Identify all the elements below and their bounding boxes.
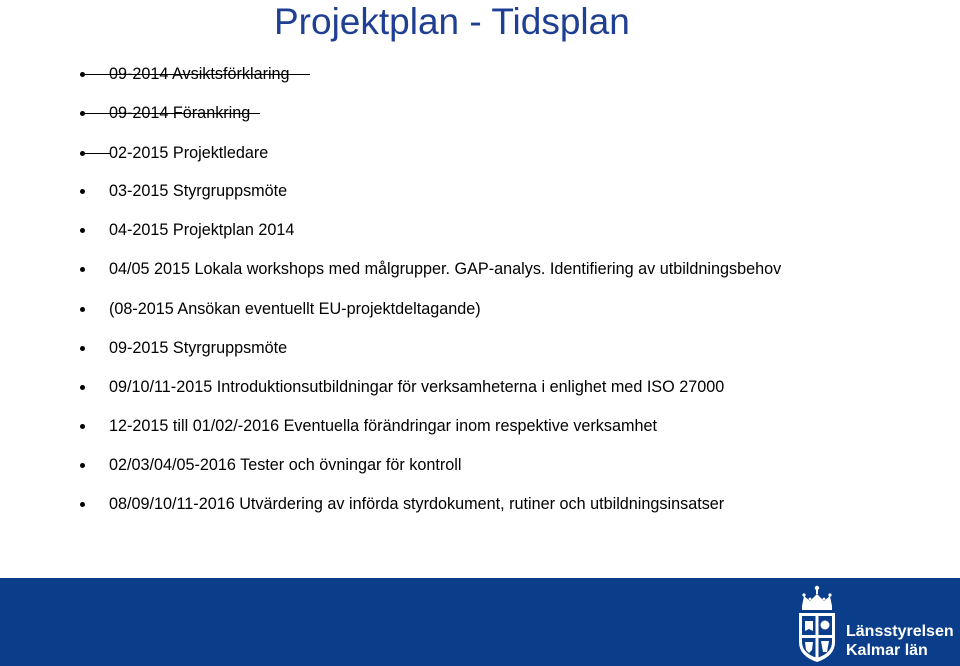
bullet-text: (08-2015 Ansökan eventuellt EU-projektdeltagande) xyxy=(109,300,481,318)
bullet-text: 03-2015 Styrgruppsmöte xyxy=(109,182,288,200)
bullet-text: 04/05 2015 Lokala workshops med målgrupper. GAP-analys. Identifiering av utbildningsbehov xyxy=(109,260,782,278)
logo-line-1: Länsstyrelsen xyxy=(846,623,954,640)
lansstyrelsen-logo xyxy=(794,584,954,664)
bullet-text: 12-2015 till 01/02/-2016 Eventuella förändringar inom respektive verksamhet xyxy=(109,417,657,435)
strike-line xyxy=(80,153,110,154)
bullet-text: 04-2015 Projektplan 2014 xyxy=(109,221,295,239)
bullet-dot-icon xyxy=(80,346,85,351)
bullet-text: 09/10/11-2015 Introduktionsutbildningar för verksamheterna i enlighet med ISO 27000 xyxy=(109,378,725,396)
logo-line-2: Kalmar län xyxy=(846,642,928,659)
bullet-dot-icon xyxy=(80,463,85,468)
bullet-text: 08/09/10/11-2016 Utvärdering av införda styrdokument, rutiner och utbildningsinsatser xyxy=(109,495,725,513)
bullet-text: 09-2014 Förankring xyxy=(109,104,251,122)
bullet-text: 09-2015 Styrgruppsmöte xyxy=(109,339,288,357)
bullet-dot-icon xyxy=(80,228,85,233)
bullet-dot-icon xyxy=(80,307,85,312)
bullet-dot-icon xyxy=(80,385,85,390)
bullet-dot-icon xyxy=(80,424,85,429)
bullet-text: 02-2015 Projektledare xyxy=(109,144,269,162)
slide-title: Projektplan - Tidsplan xyxy=(274,1,630,42)
bullet-dot-icon xyxy=(80,267,85,272)
bullet-dot-icon xyxy=(80,189,85,194)
bullet-dot-icon xyxy=(80,502,85,507)
bullet-text: 09-2014 Avsiktsförklaring xyxy=(109,65,290,83)
bullet-text: 02/03/04/05-2016 Tester och övningar för kontroll xyxy=(109,456,462,474)
logo-wordmark xyxy=(846,622,954,660)
crown-crest-icon xyxy=(794,584,840,664)
footer-band xyxy=(0,578,960,666)
